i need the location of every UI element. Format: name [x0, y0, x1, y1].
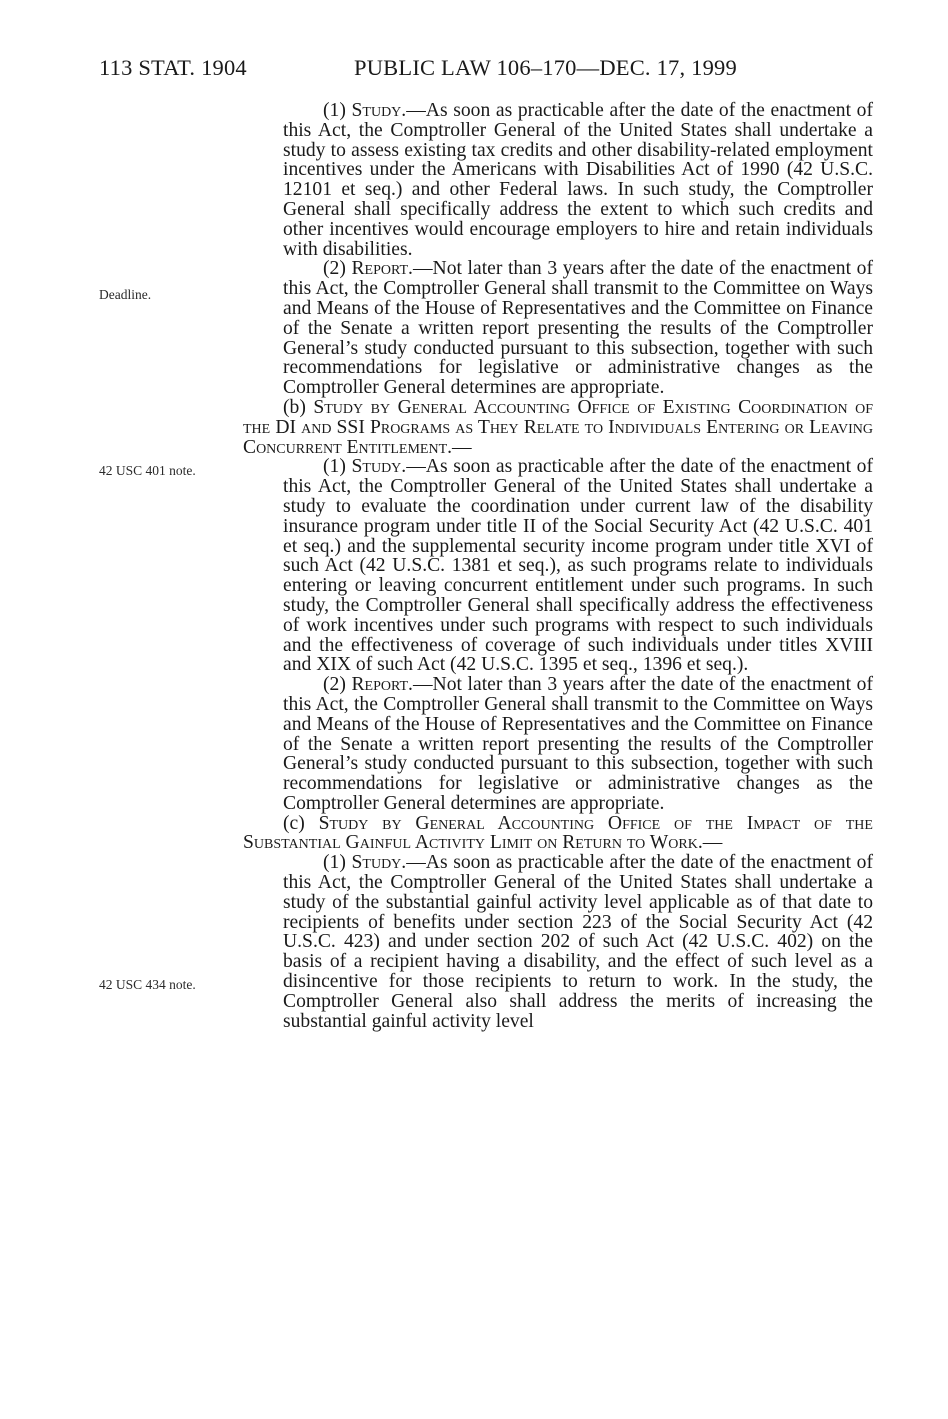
section-b-report-label: (2) — [323, 674, 352, 696]
section-b-title: Study by General Accounting Office of Existing Coordination of the DI and SSI Programs as They Relate to Individuals Entering or Leaving Concurrent Entitlement — [243, 396, 874, 458]
section-a-study-text: .—As soon as practicable after the date of the enactment of this Act, the Comptroller General of the United States shall undertake a study to assess existing tax credits and other disability-related employment incentives under the Americans with Disabilities Act of 1990 (42 U.S.C. 12101 et seq.) and other Federal laws. In such study, the Comptroller General shall specifically address the extent to which such credits and other incentives would encourage employers to hire and retain individuals with disabilities. — [283, 100, 873, 260]
section-b-heading-end: .— — [447, 436, 472, 458]
body-text — [243, 101, 873, 1031]
page-header — [99, 55, 879, 85]
section-b-report-text: .—Not later than 3 years after the date of the enactment of this Act, the Comptroller General shall transmit to the Committee on Ways and Means of the House of Representatives and the Committee on Finance of the Senate a written report presenting the results of the Comptroller General’s study conducted pursuant to this subsection, together with such recommendations for legislative or administrative changes as the Comptroller General determines are appropriate. — [283, 674, 873, 814]
section-c-study-paragraph — [243, 853, 873, 1031]
section-a-report-label: (2) — [323, 258, 352, 280]
section-c-study-heading: Study — [351, 852, 402, 874]
section-c-label: (c) — [283, 812, 319, 834]
section-b-study-paragraph — [243, 457, 873, 675]
public-law-reference: PUBLIC LAW 106–170—DEC. 17, 1999 — [354, 55, 737, 80]
section-a-report-paragraph — [243, 259, 873, 398]
section-b-report-heading: Report — [351, 674, 409, 696]
section-b-study-text: .—As soon as practicable after the date of the enactment of this Act, the Comptroller General of the United States shall undertake a study to evaluate the coordination under current law of the disability insurance program under title II of the Social Security Act (42 U.S.C. 401 et seq.) and the supplemental security income program under title XVI of such Act (42 U.S.C. 1381 et seq.), as such programs relate to individuals entering or leaving concurrent entitlement under such programs. In such study, the Comptroller General shall specifically address the effectiveness of work incentives under such programs with respect to such individuals and the effectiveness of coverage of such individuals under titles XVIII and XIX of such Act (42 U.S.C. 1395 et seq., 1396 et seq.). — [283, 456, 873, 676]
margin-note-deadline: Deadline. — [99, 287, 152, 302]
section-b-study-heading: Study — [351, 456, 402, 478]
section-c-heading-end: .— — [697, 832, 723, 854]
section-c-title: Study by General Accounting Office of the Impact of the Substantial Gainful Activity Limit on Return to Work — [243, 812, 873, 854]
section-c-study-label: (1) — [323, 852, 352, 874]
section-a-report-text: .—Not later than 3 years after the date of the enactment of this Act, the Comptroller General shall transmit to the Committee on Ways and Means of the House of Representatives and the Committee on Finance of the Senate a written report presenting the results of the Comptroller General’s study conducted pursuant to this subsection, together with such recommendations for legislative or administrative changes as the Comptroller General determines are appropriate. — [283, 258, 873, 399]
section-a-study-heading: Study — [351, 100, 402, 121]
section-b-study-label: (1) — [323, 456, 352, 478]
section-b-heading — [243, 398, 873, 457]
section-b-report-paragraph — [243, 675, 873, 814]
section-c-study-text: .—As soon as practicable after the date of the enactment of this Act, the Comptroller General of the United States shall undertake a study of the substantial gainful activity level applicable as of that date to recipients of benefits under section 223 of the Social Security Act (42 U.S.C. 423) and under section 202 of such Act (42 U.S.C. 402) on the basis of a recipient having a disability, and the effect of such level as a disincentive for those recipients to return to work. In the study, the Comptroller General also shall address the merits of increasing the substantial gainful activity level — [283, 852, 873, 1032]
section-a-report-heading: Report — [351, 258, 409, 280]
margin-note-42-usc-401: 42 USC 401 note. — [99, 463, 196, 478]
section-c-heading — [243, 814, 873, 854]
section-a-study-label: (1) — [323, 100, 352, 121]
section-a-study-paragraph — [243, 101, 873, 259]
margin-note-42-usc-434: 42 USC 434 note. — [99, 977, 196, 992]
section-b-label: (b) — [283, 396, 314, 418]
statute-page-reference: 113 STAT. 1904 — [99, 55, 247, 80]
